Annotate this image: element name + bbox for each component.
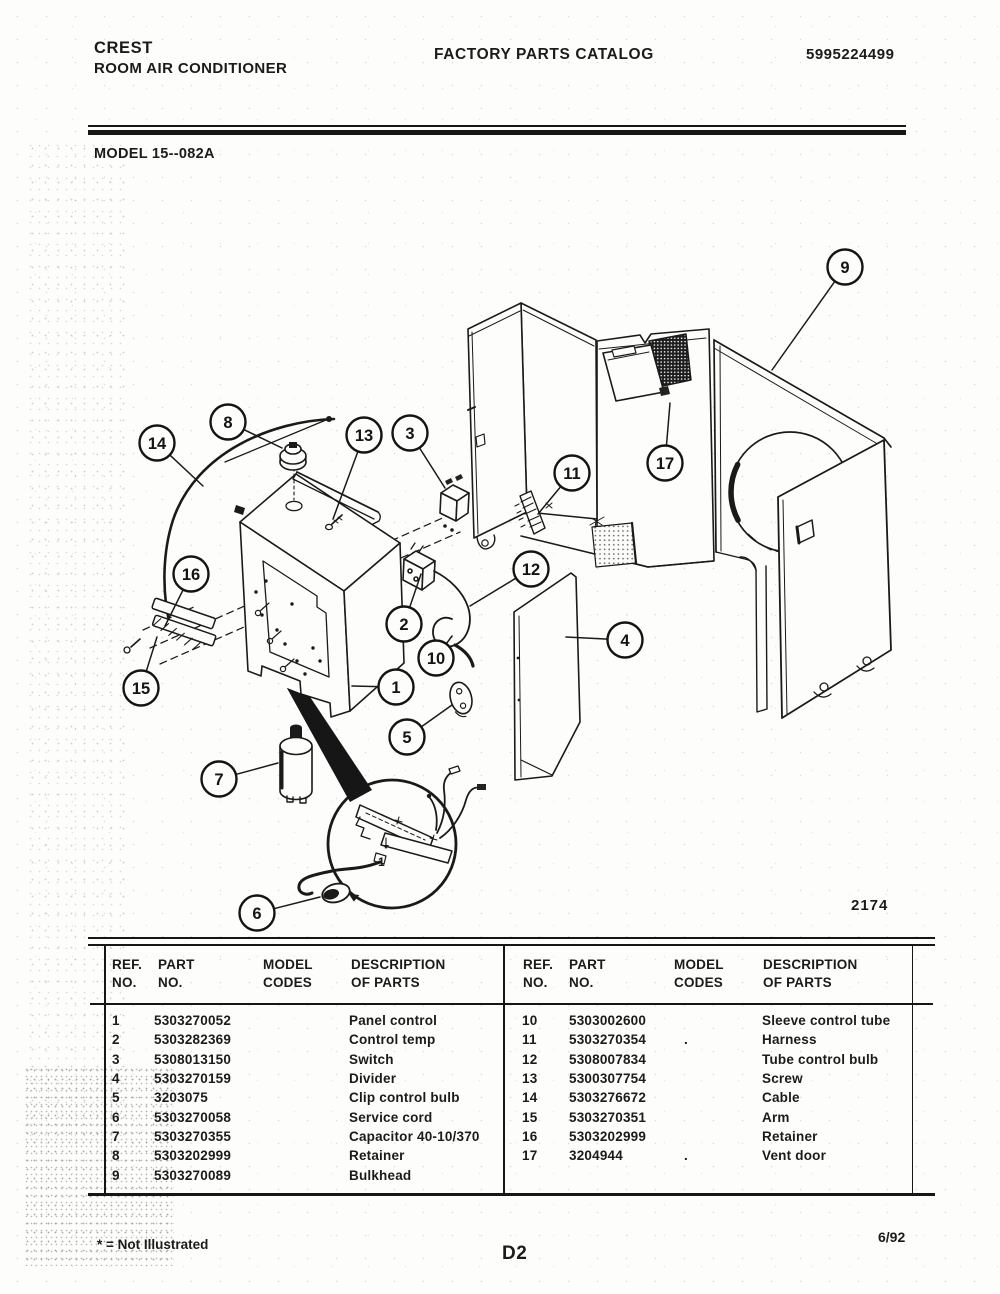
col-header-model: CODES — [263, 975, 313, 990]
part-no: 5303202999 — [569, 1129, 647, 1145]
part-no: 5303270355 — [154, 1129, 232, 1145]
ref-no: 4 — [112, 1071, 120, 1087]
callout-number: 2 — [399, 615, 409, 634]
part-no: 5303282369 — [154, 1032, 232, 1048]
ref-no: 16 — [522, 1129, 538, 1145]
part-no: 5303202999 — [154, 1148, 232, 1164]
table-row — [0, 1109, 1000, 1128]
callout-number: 10 — [426, 649, 446, 668]
table-top-rule-1 — [88, 937, 935, 939]
ref-no: 11 — [522, 1032, 537, 1048]
col-header-ref: REF. — [523, 957, 554, 972]
part-cabinet-wrapper — [714, 340, 891, 718]
table-row — [0, 1070, 1000, 1089]
part-no: 5303270089 — [154, 1167, 232, 1183]
callout-number: 8 — [223, 413, 233, 432]
callout-3 — [393, 416, 446, 489]
col-header-desc: DESCRIPTION — [351, 957, 446, 972]
description: Clip control bulb — [349, 1090, 460, 1106]
description: Harness — [762, 1032, 817, 1048]
ref-no: 17 — [522, 1148, 538, 1164]
table-top-rule-2 — [88, 944, 935, 946]
ref-no: 1 — [112, 1013, 120, 1028]
callout-number: 6 — [252, 904, 262, 923]
part-no: 5303002600 — [569, 1013, 647, 1028]
ref-no: 13 — [522, 1071, 538, 1087]
table-row — [0, 1051, 1000, 1070]
part-divider — [514, 573, 580, 780]
table-row — [0, 1128, 1000, 1147]
col-header-model: MODEL — [674, 957, 724, 972]
part-no: 5303270052 — [154, 1013, 232, 1028]
detail-inline-label: 1 — [378, 855, 385, 869]
table-row — [0, 1031, 1000, 1050]
description: Sleeve control tube — [762, 1013, 891, 1028]
description: Service cord — [349, 1109, 433, 1125]
callout-number: 11 — [563, 464, 581, 483]
part-no: 3204944 — [569, 1148, 623, 1164]
col-header-model: MODEL — [263, 957, 313, 972]
part-control-bulb — [455, 645, 473, 666]
col-header-ref: NO. — [112, 975, 137, 990]
table-header-rule — [90, 1003, 933, 1005]
table-row — [0, 1012, 1000, 1031]
description: Switch — [349, 1051, 394, 1067]
part-no: 3203075 — [154, 1090, 208, 1106]
description: Cable — [762, 1090, 800, 1106]
table-row — [0, 1089, 1000, 1108]
model-codes: . — [684, 1032, 688, 1048]
callout-number: 13 — [354, 426, 374, 445]
not-illustrated-note: * = Not Illustrated — [97, 1237, 209, 1252]
callout-number: 12 — [521, 560, 541, 579]
col-header-desc: DESCRIPTION — [763, 957, 858, 972]
ref-no: 3 — [112, 1051, 120, 1067]
col-header-part: NO. — [569, 975, 594, 990]
ref-no: 14 — [522, 1090, 538, 1106]
part-clip — [447, 680, 476, 719]
col-header-desc: OF PARTS — [351, 975, 420, 990]
callout-10 — [419, 636, 454, 676]
col-header-part: PART — [158, 957, 195, 972]
callout-number: 4 — [620, 631, 630, 650]
col-header-part: PART — [569, 957, 606, 972]
part-no: 5308007834 — [569, 1051, 647, 1067]
ref-no: 8 — [112, 1148, 120, 1164]
callout-number: 7 — [214, 770, 224, 789]
table-row — [0, 1147, 1000, 1166]
col-header-part: NO. — [158, 975, 183, 990]
callout-9 — [772, 250, 863, 371]
publication-number: 5995224499 — [806, 46, 895, 63]
callout-6 — [240, 896, 321, 931]
page-code: D2 — [502, 1243, 528, 1264]
ref-no: 5 — [112, 1090, 120, 1106]
ref-no: 15 — [522, 1109, 538, 1125]
part-retainer-arm — [124, 598, 221, 656]
col-header-desc: OF PARTS — [763, 975, 832, 990]
callout-number: 1 — [391, 678, 401, 697]
description: Divider — [349, 1071, 397, 1087]
callout-number: 17 — [655, 454, 675, 473]
part-capacitor — [280, 725, 312, 804]
part-no: 5303270351 — [569, 1109, 647, 1125]
part-no: 5303270159 — [154, 1071, 232, 1087]
part-no: 5303270058 — [154, 1109, 232, 1125]
description: Arm — [762, 1109, 790, 1125]
callout-number: 14 — [147, 434, 167, 453]
detail-circle-service-cord — [287, 688, 486, 909]
brand-product-line: ROOM AIR CONDITIONER — [94, 60, 288, 77]
description: Screw — [762, 1071, 803, 1087]
callout-5 — [390, 705, 453, 755]
ref-no: 2 — [112, 1032, 120, 1048]
part-no: 5303276672 — [569, 1090, 647, 1106]
callout-number: 15 — [131, 679, 151, 698]
description: Capacitor 40-10/370 — [349, 1129, 480, 1145]
brand-name: CREST — [94, 39, 153, 57]
issue-date: 6/92 — [878, 1229, 906, 1245]
description: Retainer — [762, 1129, 818, 1145]
description: Control temp — [349, 1032, 436, 1048]
callout-14 — [140, 426, 204, 487]
description: Panel control — [349, 1013, 438, 1028]
col-header-ref: NO. — [523, 975, 548, 990]
ref-no: 12 — [522, 1051, 538, 1067]
callout-number: 16 — [181, 565, 201, 584]
callout-7 — [202, 762, 279, 797]
description: Bulkhead — [349, 1167, 412, 1183]
part-no: 5300307754 — [569, 1071, 647, 1087]
model-number: MODEL 15--082A — [94, 146, 215, 162]
part-switch — [440, 474, 469, 532]
col-header-model: CODES — [674, 975, 724, 990]
description: Vent door — [762, 1148, 827, 1164]
description: Retainer — [349, 1148, 405, 1164]
figure-number: 2174 — [851, 897, 889, 914]
part-control-panel-box — [234, 468, 404, 717]
callout-number: 5 — [402, 728, 412, 747]
model-codes: . — [684, 1148, 688, 1164]
parts-table-right — [0, 1012, 1000, 1196]
catalog-title: FACTORY PARTS CATALOG — [434, 46, 654, 63]
callout-number: 9 — [840, 258, 850, 277]
ref-no: 7 — [112, 1129, 120, 1145]
callout-number: 3 — [405, 424, 415, 443]
description: Tube control bulb — [762, 1051, 879, 1067]
ref-no: 9 — [112, 1167, 120, 1183]
col-header-ref: REF. — [112, 957, 143, 972]
ref-no: 10 — [522, 1013, 538, 1028]
ref-no: 6 — [112, 1109, 120, 1125]
part-no: 5303270354 — [569, 1032, 647, 1048]
part-no: 5308013150 — [154, 1051, 232, 1067]
